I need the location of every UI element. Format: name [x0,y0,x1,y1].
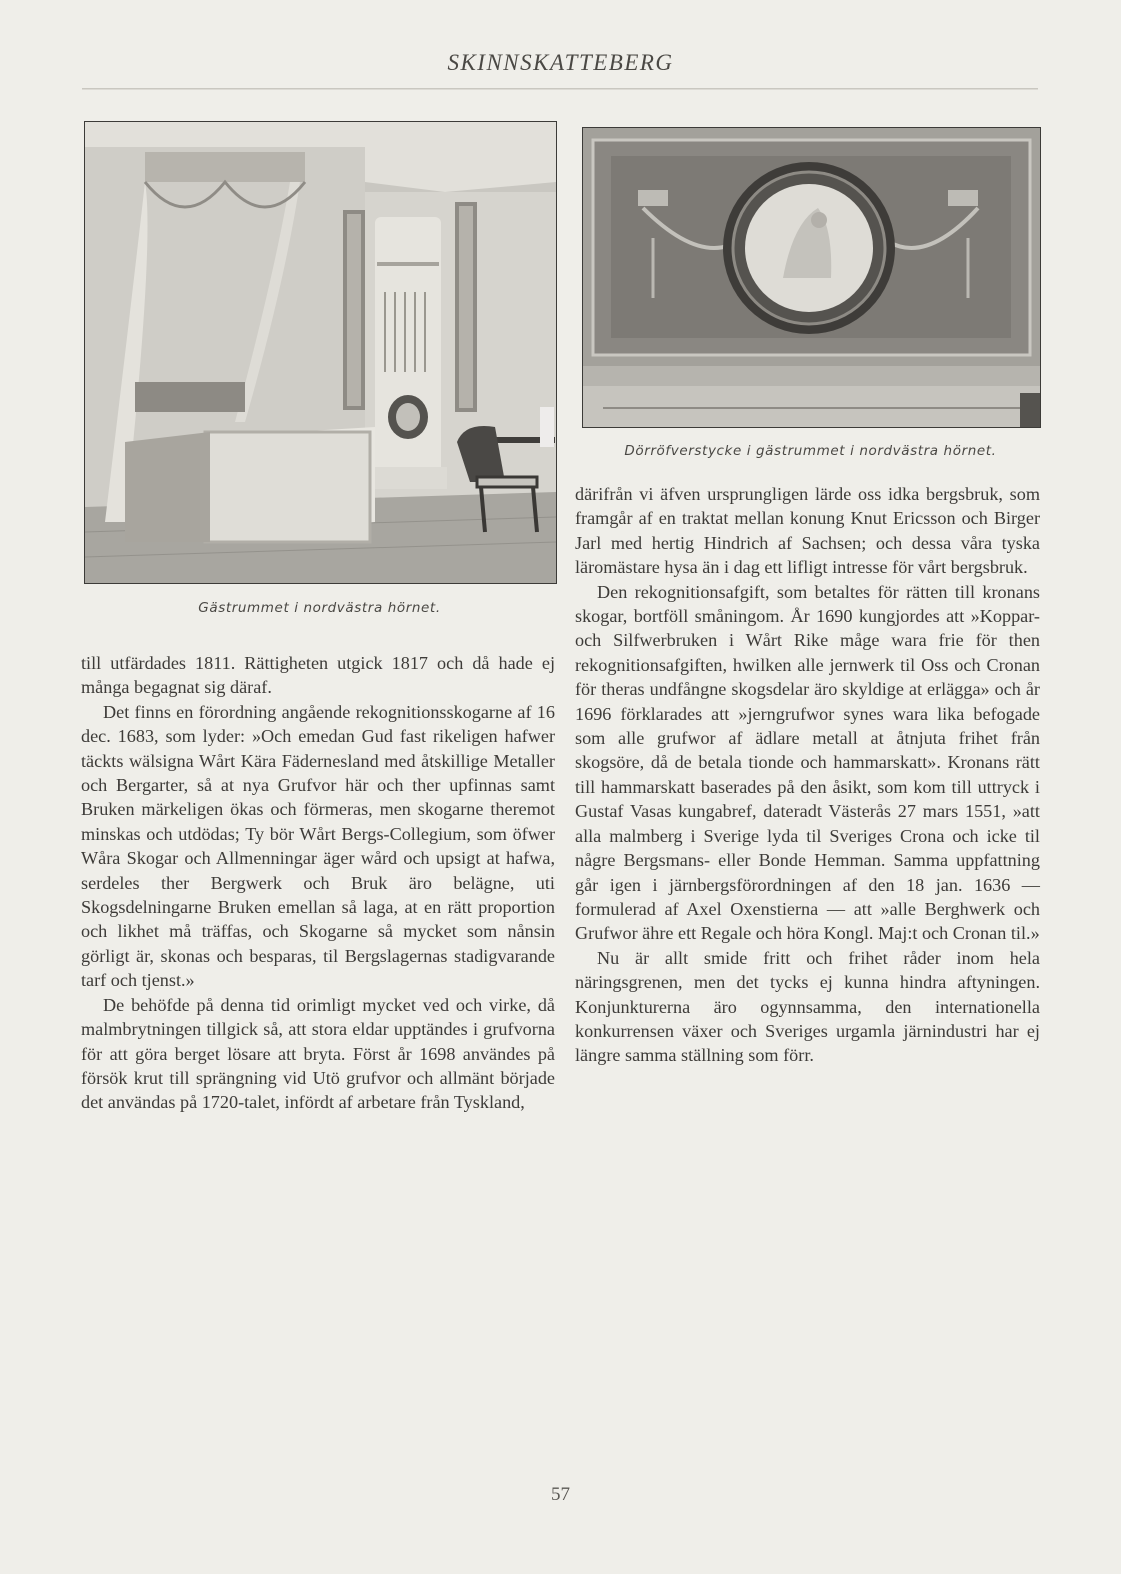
left-column [81,651,555,1115]
right-column [575,482,1040,1068]
running-head: SKINNSKATTEBERG [447,50,674,75]
caption-guest-room: Gästrummet i nordvästra hörnet. [198,600,441,616]
guest-room-illustration [85,122,556,583]
left-paragraph-1: till utfärdades 1811. Rättigheten utgick 1817 och då hade ej många begagnat sig däraf. [81,653,555,698]
left-paragraph-3: De behöfde på denna tid orimligt mycket ved och virke, då malmbrytningen tillgick så, att stora eldar upptändes i grufvorna för att göra berget lösare att bryta. Först år 1698 användes på försök krut till sprängning vid Utö grufvor och allmänt började det användas på 1720-talet, infördt af arbetare från Tyskland, [81,994,555,1113]
right-paragraph-1: därifrån vi äfven ursprungligen lärde oss idka bergsbruk, som framgår af en traktat mellan konung Knut Ericsson och Birger Jarl med hertig Hindrich af Sachsen; och dessa våra tyska läromästare hysa än i dag ett lifligt intresse för vårt bergsbruk. [575,484,1040,578]
overdoor-illustration [583,128,1040,427]
caption-overdoor-panel: Dörröfverstycke i gästrummet i nordvästra hörnet. [624,443,997,459]
guest-room-photo [84,121,557,584]
header-rule [82,88,1038,90]
right-paragraph-3: Nu är allt smide fritt och frihet råder inom hela näringsgrenen, men det tycks ej kunna hindra aftyningen. Konjunkturerna äro ogynnsamma, den internationella konkurrensen växer och Sveriges urgamla järnindustri har ej längre samma ställning som förr. [575,947,1040,1066]
left-paragraph-2: Det finns en förordning angående rekognitionsskogarne af 16 dec. 1683, som lyder: »Och emedan Gud fast rikeligen hafwer täckts wälsigna Wårt Kära Fädernesland med åtskillige Metaller och Bergarter, så at nya Grufvor här och ther upfinnas samt Bruken märkeligen ökas och förmeras, men skogarne theremot minskas och utdödas; Ty bör Wårt Bergs-Collegium, som öfwer Wåra Skogar och Allmenningar äger wård och upsigt at hafwa, serdeles ther Bergwerk och Bruk äro belägne, uti Skogsdelningarne Bruken emellan så laga, at en rätt proportion och likhet må träffas, och Skogarne så mycket som nånsin görligt är, skonas och besparas, til Bergslagernas stadigvarande tarf och tjenst.» [81,701,555,991]
page-number: 57 [551,1484,570,1505]
right-paragraph-2: Den rekognitionsafgift, som betaltes för rätten till kronans skogar, bortföll småningom. År 1690 kungjordes att »Koppar- och Silfwerbruken i Wårt Rike måge wara frie för then rekognitionsafgiften, hwilken alle jernwerk til Oss och Cronan för theras undfångne skogsdelar äro skyldige at erlägga» och år 1696 förklarades att »jerngrufwor synes wara lika befogade som alle grufwor af ädlare metall at åtnjuta frihet från skogsöre, då de betala tionde och hammarskatt». Kronans rätt till hammarskatt baserades på den åsikt, som kom till uttryck i Gustaf Vasas kungabref, dateradt Västerås 27 mars 1551, »att alla malmberg i Sverige lyda til Sveriges Crona och icke til någre Bergsmans- eller Bonde Hemman. Samma uppfattning går igen i järnbergsförordningen af den 18 jan. 1636 — formulerad af Axel Oxenstierna — att »alle Berghwerk och Grufwor ähre ett Regale och höra Kongl. Maj:t och Cronan til.» [575,581,1040,944]
overdoor-panel-photo [582,127,1041,428]
